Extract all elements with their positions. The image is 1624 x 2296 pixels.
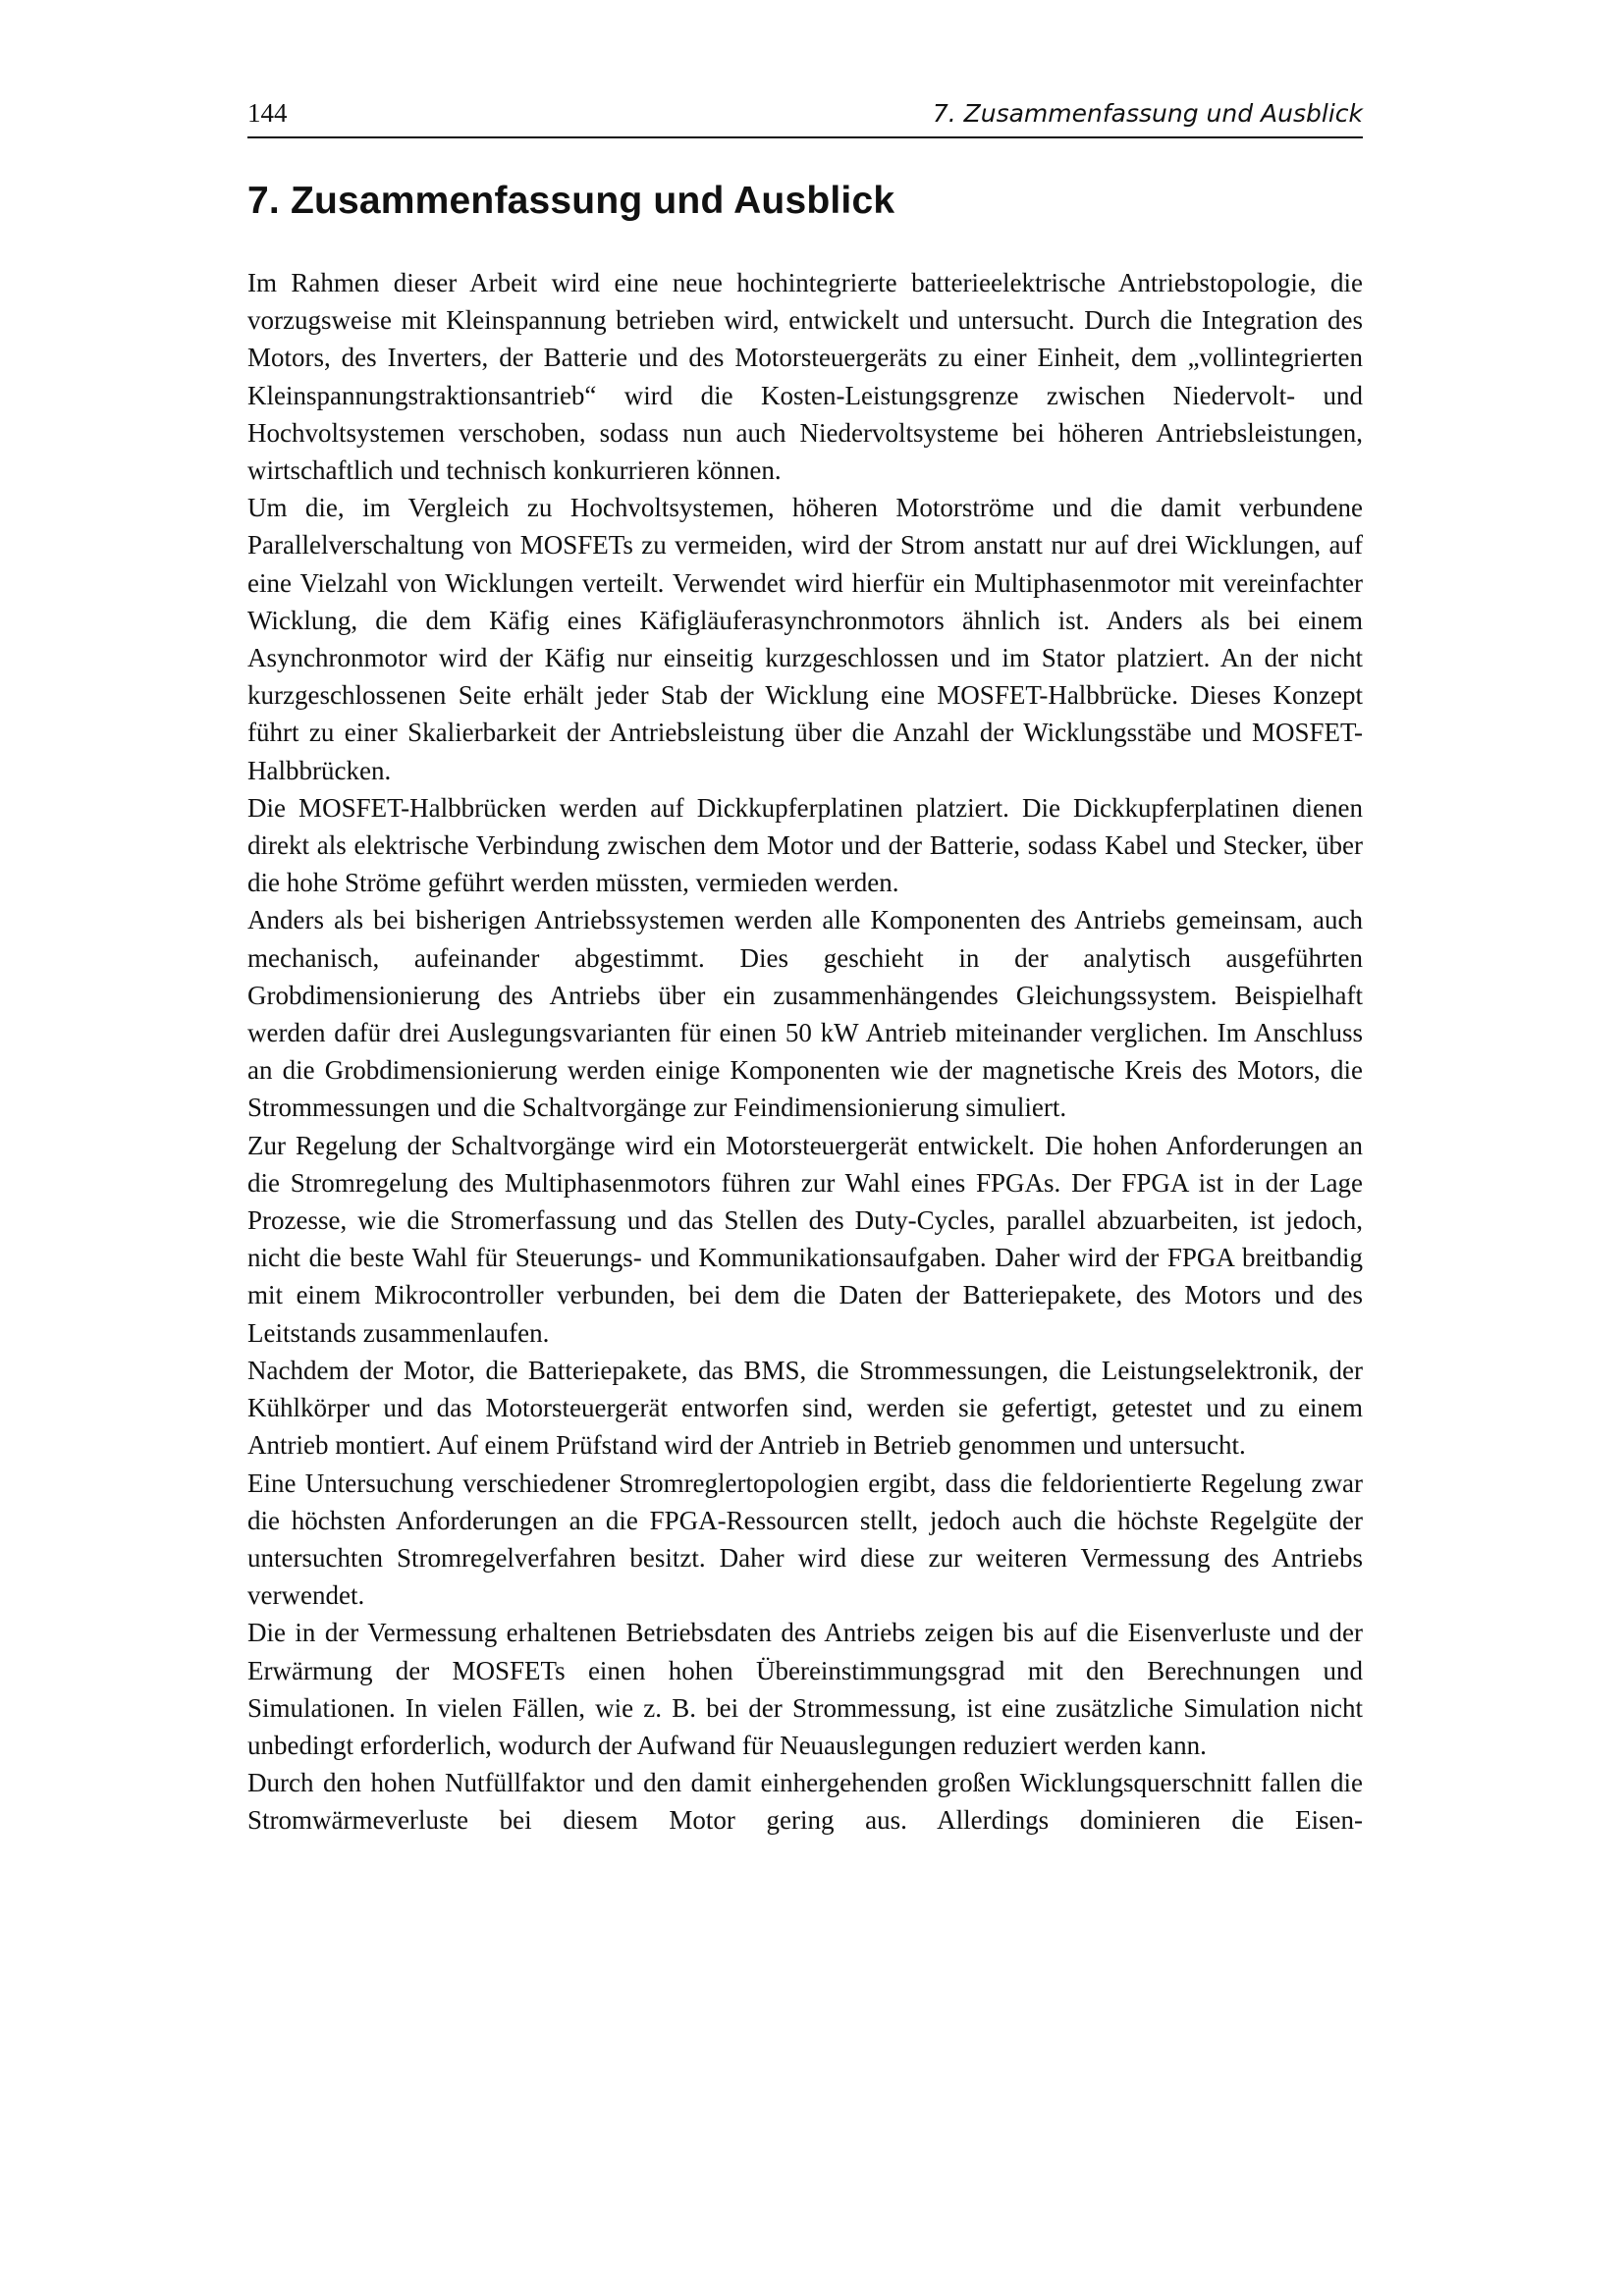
page [247, 96, 1363, 1840]
body-text [247, 264, 1363, 1840]
running-chapter-title: 7. Zusammenfassung und Ausblick [932, 99, 1363, 128]
paragraph: Anders als bei bisherigen Antriebssystemen werden alle Komponenten des Antriebs gemeinsam, auch mechanisch, aufeinander abgestimmt. Dies geschieht in der analytisch ausgeführten Grobdimensionierung des Antriebs über ein zusammenhängendes Gleichungssystem. Beispielhaft werden dafür drei Auslegungsvarianten für einen 50 kW Antrieb miteinander verglichen. Im Anschluss an die Grobdimensionierung werden einige Komponenten wie der magnetische Kreis des Motors, die Strommessungen und die Schaltvorgänge zur Feindimensionierung simuliert. [247, 905, 1363, 1123]
paragraph: Um die, im Vergleich zu Hochvoltsystemen, höheren Motorströme und die damit verbundene Parallelverschaltung von MOSFETs zu vermeiden, wird der Strom anstatt nur auf drei Wicklungen, auf eine Vielzahl von Wicklungen verteilt. Verwendet wird hierfür ein Multiphasenmotor mit vereinfachter Wicklung, die dem Käfig eines Käfigläuferasynchronmotors ähnlich ist. Anders als bei einem Asynchronmotor wird der Käfig nur einseitig kurzgeschlossen und im Stator platziert. An der nicht kurzgeschlossenen Seite erhält jeder Stab der Wicklung eine MOSFET-Halbbrücke. Dieses Konzept führt zu einer Skalierbarkeit der Antriebsleistung über die Anzahl der Wicklungsstäbe und MOSFET-Halbbrücken. [247, 493, 1363, 785]
chapter-heading: 7. Zusammenfassung und Ausblick [247, 180, 895, 222]
paragraph: Eine Untersuchung verschiedener Stromreglertopologien ergibt, dass die feldorientierte Regelung zwar die höchsten Anforderungen an die FPGA-Ressourcen stellt, jedoch auch die höchste Regelgüte der untersuchten Stromregelverfahren besitzt. Daher wird diese zur weiteren Vermessung des Antriebs verwendet. [247, 1468, 1363, 1611]
paragraph: Durch den hohen Nutfüllfaktor und den damit einhergehenden großen Wicklungsquerschnitt fallen die Stromwärmeverluste bei diesem Motor gering aus. Allerdings dominieren die Eisen- [247, 1768, 1363, 1836]
page-number: 144 [247, 98, 288, 128]
paragraph: Nachdem der Motor, die Batteriepakete, das BMS, die Strommessungen, die Leistungselektronik, der Kühlkörper und das Motorsteuergerät entworfen sind, werden sie gefertigt, getestet und zu einem Antrieb montiert. Auf einem Prüfstand wird der Antrieb in Betrieb genommen und untersucht. [247, 1355, 1363, 1461]
paragraph: Die in der Vermessung erhaltenen Betriebsdaten des Antriebs zeigen bis auf die Eisenverluste und der Erwärmung der MOSFETs einen hohen Übereinstimmungsgrad mit den Berechnungen und Simulationen. In vielen Fällen, wie z. B. bei der Strommessung, ist eine zusätzliche Simulation nicht unbedingt erforderlich, wodurch der Aufwand für Neuauslegungen reduziert werden kann. [247, 1618, 1363, 1760]
paragraph: Zur Regelung der Schaltvorgänge wird ein Motorsteuergerät entwickelt. Die hohen Anforderungen an die Stromregelung des Multiphasenmotors führen zur Wahl eines FPGAs. Der FPGA ist in der Lage Prozesse, wie die Stromerfassung und das Stellen des Duty-Cycles, parallel abzuarbeiten, ist jedoch, nicht die beste Wahl für Steuerungs- und Kommunikationsaufgaben. Daher wird der FPGA breitbandig mit einem Mikrocontroller verbunden, bei dem die Daten der Batteriepakete, des Motors und des Leitstands zusammenlaufen. [247, 1130, 1363, 1348]
paragraph: Die MOSFET-Halbbrücken werden auf Dickkupferplatinen platziert. Die Dickkupferplatinen dienen direkt als elektrische Verbindung zwischen dem Motor und der Batterie, sodass Kabel und Stecker, über die hohe Ströme geführt werden müssten, vermieden werden. [247, 792, 1363, 898]
paragraph: Im Rahmen dieser Arbeit wird eine neue hochintegrierte batterieelektrische Antriebstopologie, die vorzugsweise mit Kleinspannung betrieben wird, entwickelt und untersucht. Durch die Integration des Motors, des Inverters, der Batterie und des Motorsteuergeräts zu einer Einheit, dem „vollintegrierten Kleinspannungstraktionsantrieb“ wird die Kosten-Leistungsgrenze zwischen Niedervolt- und Hochvoltsystemen verschoben, sodass nun auch Niedervoltsysteme bei höheren Antriebsleistungen, wirtschaftlich und technisch konkurrieren können. [247, 268, 1363, 486]
running-header [247, 96, 1363, 138]
